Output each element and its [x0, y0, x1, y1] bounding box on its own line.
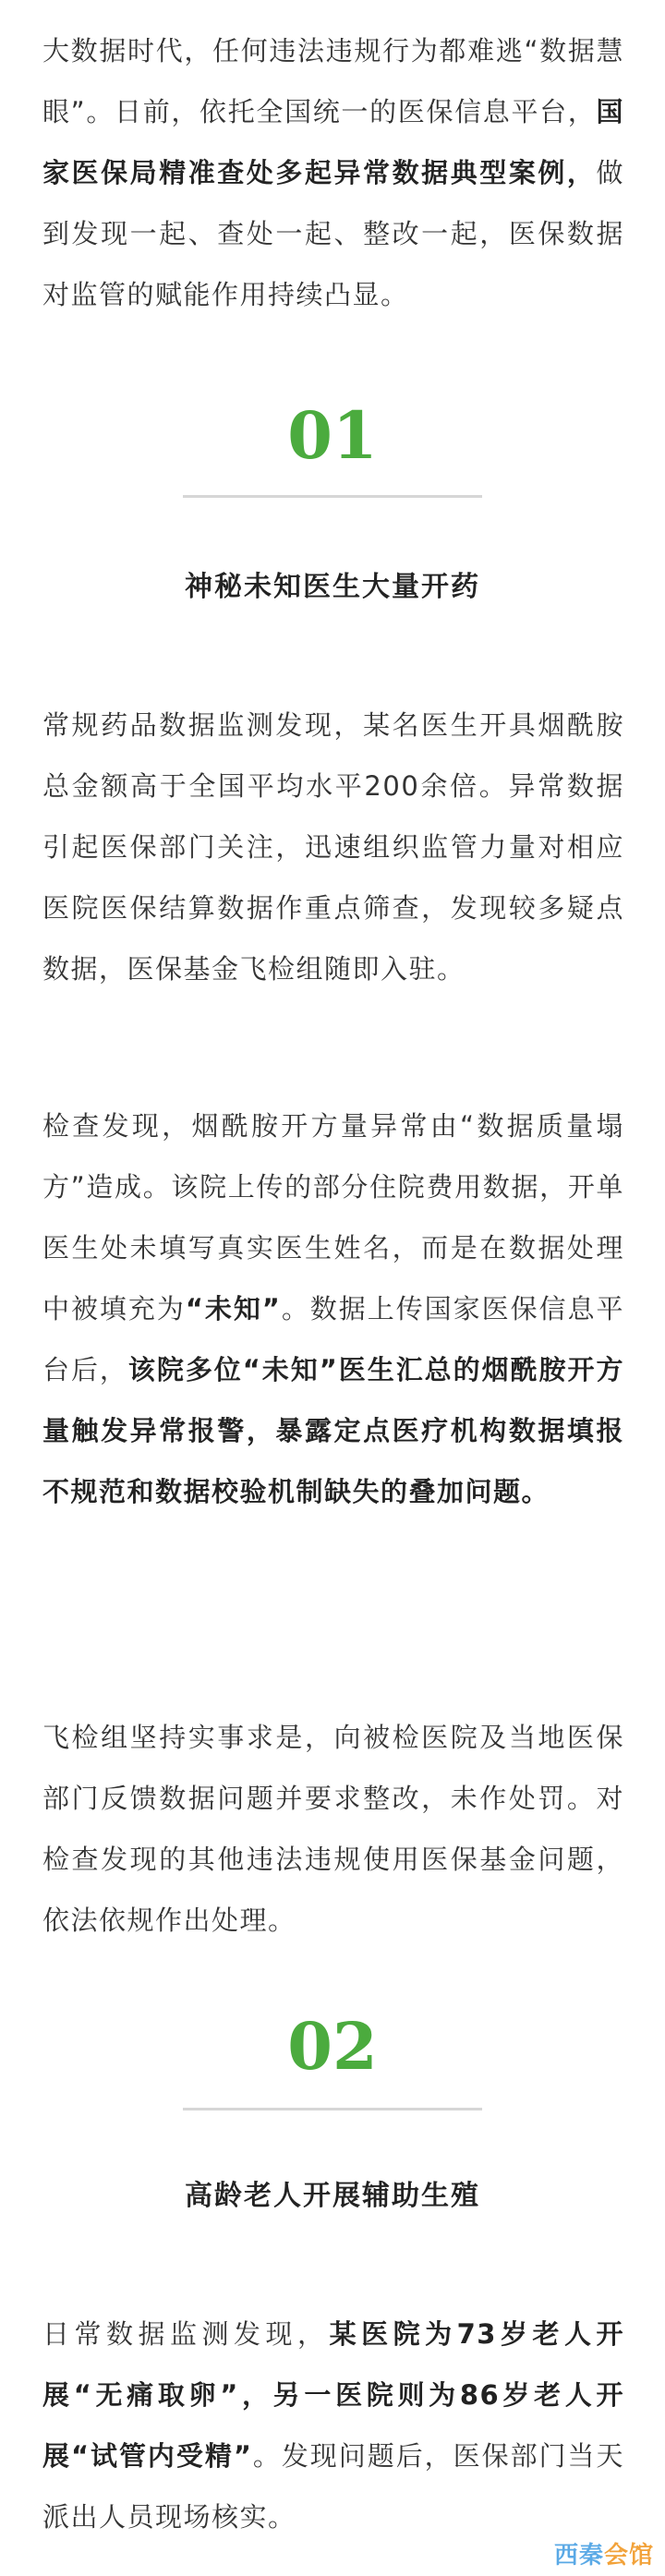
- body-paragraph: [42, 695, 624, 999]
- body-paragraph: [42, 1095, 624, 1522]
- section-divider: [183, 2108, 482, 2110]
- text-run: 。数据上传国家医保信息平台后，: [42, 1293, 624, 1385]
- bold-text-run: 国家医保局精准查处多起异常数据典型案例，: [42, 96, 624, 188]
- section-title: 高龄老人开展辅助生殖: [185, 2180, 480, 2212]
- text-run: 。发现问题后，医保部门当天派出人员现场核实。: [42, 2440, 624, 2533]
- section-divider: [183, 495, 482, 498]
- watermark-text: 西秦: [553, 2542, 604, 2570]
- body-paragraph: [42, 2304, 624, 2547]
- text-run: 日常数据监测发现，: [42, 2318, 330, 2350]
- watermark-text: 会馆: [603, 2542, 654, 2570]
- text-run: 常规药品数据监测发现，某名医生开具烟酰胺总金额高于全国平均水平200余倍。异常数据引起医保部门关注，迅速组织监管力量对相应医院医保结算数据作重点筛查，发现较多疑点数据，医保基金飞检组随即入驻。: [42, 709, 624, 985]
- section-number: 01: [287, 397, 378, 474]
- intro-paragraph: [42, 20, 624, 325]
- section-title: 神秘未知医生大量开药: [185, 571, 480, 603]
- bold-text-run: 某医院为73岁老人开展“无痛取卵”，另一医院则为86岁老人开展“试管内受精”: [42, 2318, 624, 2472]
- text-run: 检查发现，烟酰胺开方量异常由“数据质量塌方”造成。该院上传的部分住院费用数据，开单医生处未填写真实医生姓名，而是在数据处理中被填充为: [42, 1110, 624, 1324]
- section-number: 02: [287, 2008, 378, 2085]
- bold-text-run: 该院多位“未知”医生汇总的烟酰胺开方量触发异常报警，暴露定点医疗机构数据填报不规范和数据校验机制缺失的叠加问题。: [42, 1354, 624, 1507]
- text-run: 做到发现一起、查处一起、整改一起，医保数据对监管的赋能作用持续凸显。: [42, 157, 624, 310]
- watermark-logo: [554, 2536, 654, 2570]
- body-paragraph: [42, 1707, 624, 1951]
- text-run: 飞检组坚持实事求是，向被检医院及当地医保部门反馈数据问题并要求整改，未作处罚。对检查发现的其他违法违规使用医保基金问题，依法依规作出处理。: [42, 1722, 624, 1936]
- text-run: 大数据时代，任何违法违规行为都难逃“数据慧眼”。日前，依托全国统一的医保信息平台，: [42, 35, 624, 127]
- bold-text-run: “未知”: [185, 1293, 282, 1324]
